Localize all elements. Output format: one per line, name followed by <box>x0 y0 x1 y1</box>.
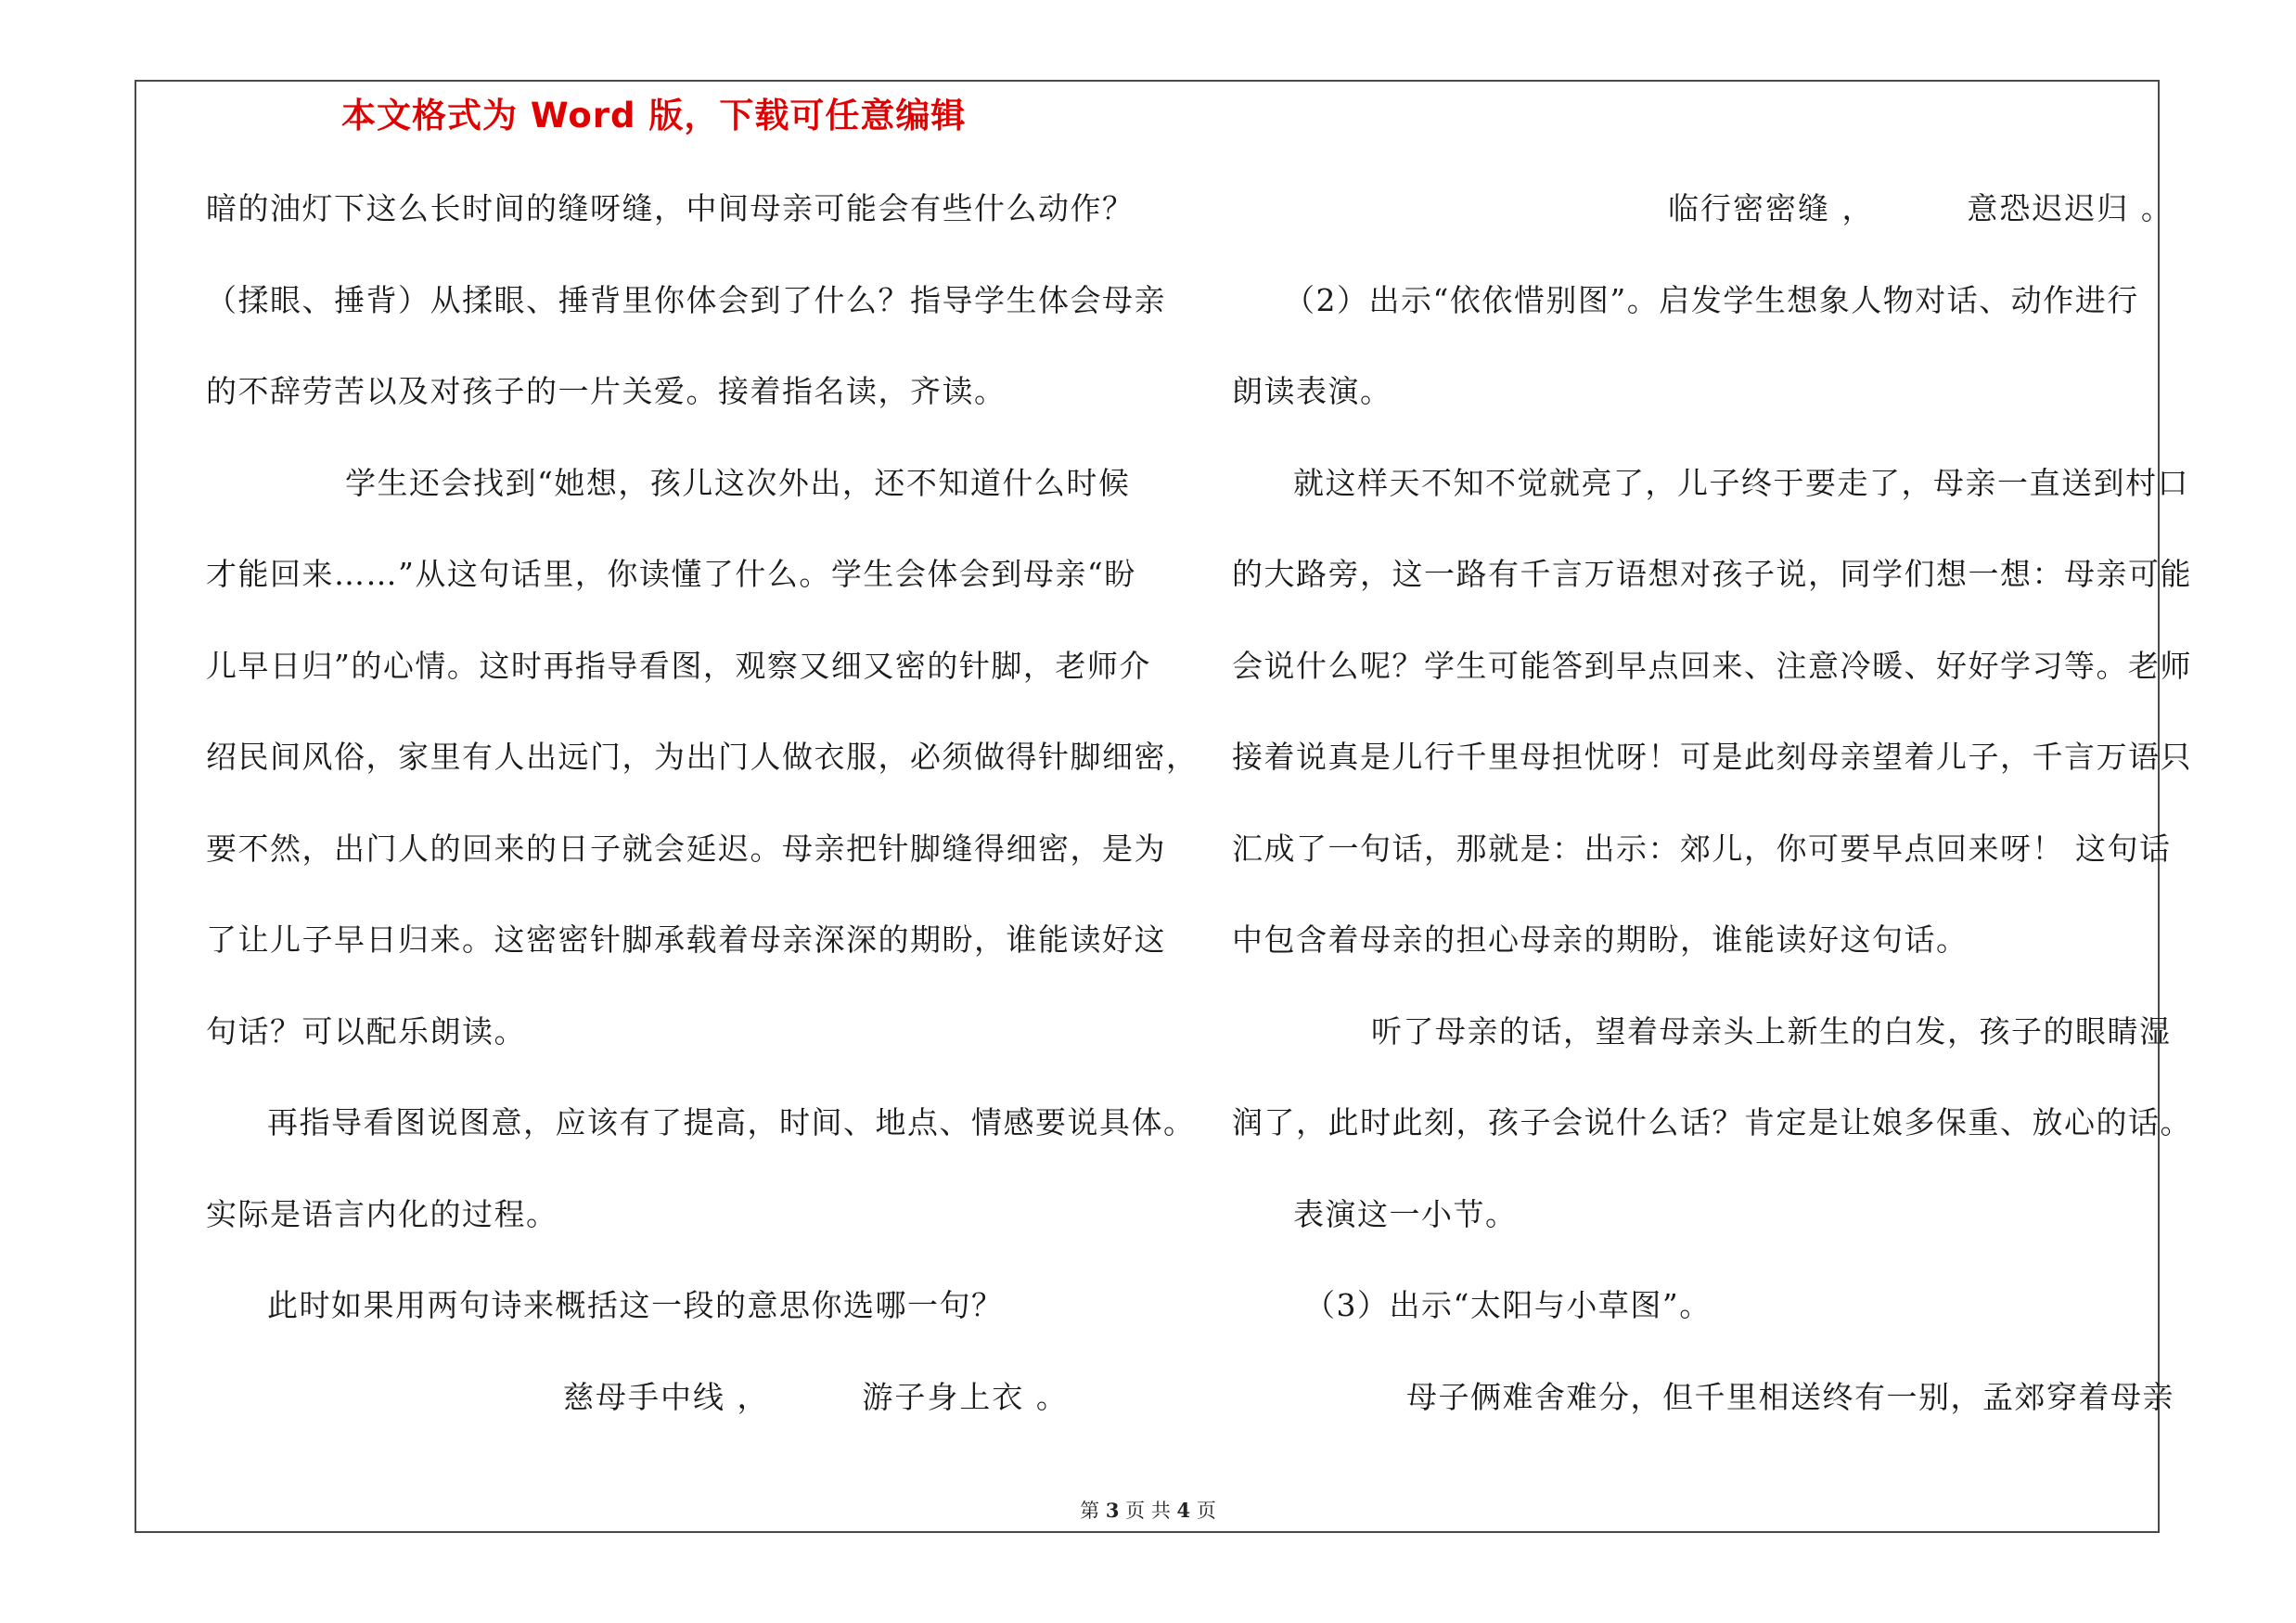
header-title: 本文格式为 Word 版，下载可任意编辑 <box>341 96 967 135</box>
paragraph-line: 母子俩难舍难分，但千里相送终有一别，孟郊穿着母亲 <box>1406 1378 2174 1415</box>
paragraph-line: 了让儿子早日归来。这密密针脚承载着母亲深深的期盼，谁能读好这 <box>206 921 1166 958</box>
paragraph-line: 朗读表演。 <box>1232 373 1392 409</box>
paragraph-line: 接着说真是儿行千里母担忧呀！可是此刻母亲望着儿子，千言万语只 <box>1232 739 2192 775</box>
paragraph-line: 儿早日归”的心情。这时再指导看图，观察又细又密的针脚，老师介 <box>206 647 1151 684</box>
paragraph-line: 才能回来……”从这句话里，你读懂了什么。学生会体会到母亲“盼 <box>206 556 1136 592</box>
paragraph-line: 听了母亲的话，望着母亲头上新生的白发，孩子的眼睛湿 <box>1371 1012 2172 1050</box>
paragraph-line: 表演这一小节。 <box>1293 1195 1518 1232</box>
paragraph-line: 此时如果用两句诗来概括这一段的意思你选哪一句？ <box>267 1287 1004 1323</box>
paragraph-line: 绍民间风俗，家里有人出远门，为出门人做衣服，必须做得针脚细密， <box>206 739 1199 775</box>
paragraph-line: 会说什么呢？学生可能答到早点回来、注意冷暖、好好学习等。老师 <box>1232 647 2192 684</box>
poem-line: 临行密密缝 ， 意恐迟迟归 。 <box>1668 190 2174 226</box>
footer-suffix: 页 <box>1196 1500 1216 1522</box>
paragraph-line: 实际是语言内化的过程。 <box>206 1195 558 1232</box>
paragraph-line: 句话？可以配乐朗读。 <box>206 1012 526 1050</box>
paragraph-line: 就这样天不知不觉就亮了，儿子终于要走了，母亲一直送到村口 <box>1293 464 2189 501</box>
paragraph-line: 再指导看图说图意，应该有了提高，时间、地点、情感要说具体。 <box>267 1104 1196 1140</box>
paragraph-line: （2）出示“依依惜别图”。启发学生想象人物对话、动作进行 <box>1284 281 2139 318</box>
footer-prefix: 第 <box>1080 1500 1100 1522</box>
paragraph-line: （3）出示“太阳与小草图”。 <box>1304 1287 1712 1323</box>
paragraph-line: 润了，此时此刻，孩子会说什么话？肯定是让娘多保重、放心的话。 <box>1232 1104 2192 1140</box>
paragraph-line: 学生还会找到“她想，孩儿这次外出，还不知道什么时候 <box>345 464 1131 501</box>
footer-middle: 页 共 <box>1125 1500 1171 1522</box>
paragraph-line: 的大路旁，这一路有千言万语想对孩子说，同学们想一想：母亲可能 <box>1232 556 2192 592</box>
paragraph-line: 中包含着母亲的担心母亲的期盼，谁能读好这句话。 <box>1232 921 1969 958</box>
paragraph-line: 汇成了一句话，那就是：出示：郊儿，你可要早点回来呀！ 这句话 <box>1232 830 2172 867</box>
paragraph-line: 暗的油灯下这么长时间的缝呀缝，中间母亲可能会有些什么动作？ <box>206 190 1135 226</box>
right-column <box>1232 176 2192 1456</box>
paragraph-line: （揉眼、捶背）从揉眼、捶背里你体会到了什么？指导学生体会母亲 <box>206 281 1166 318</box>
paragraph-line: 要不然，出门人的回来的日子就会延迟。母亲把针脚缝得细密，是为 <box>206 830 1166 867</box>
poem-line: 慈母手中线 ， 游子身上衣 。 <box>563 1378 1069 1415</box>
paragraph-line: 的不辞劳苦以及对孩子的一片关爱。接着指名读，齐读。 <box>206 373 1007 409</box>
left-column <box>206 176 1199 1456</box>
current-page-number: 3 <box>1105 1499 1120 1522</box>
total-page-number: 4 <box>1176 1499 1191 1522</box>
page-footer <box>0 1496 2296 1524</box>
